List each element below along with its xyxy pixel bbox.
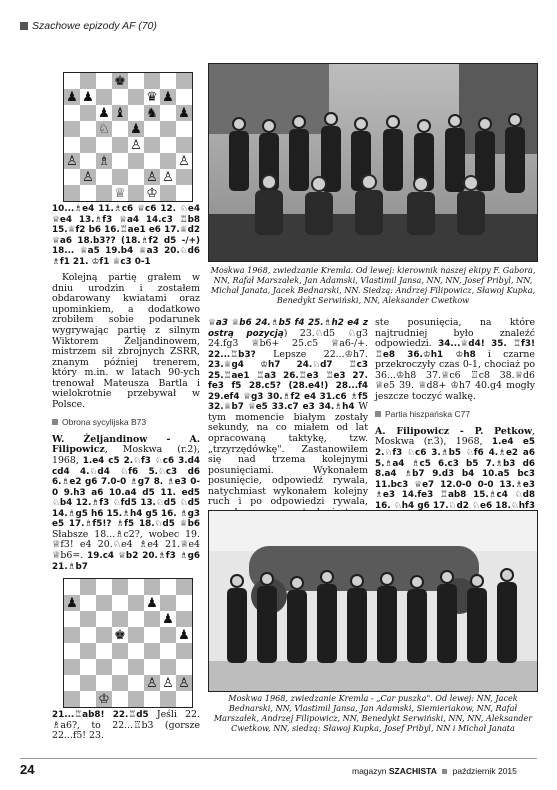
board-square (176, 169, 192, 185)
board-square (160, 105, 176, 121)
board-square (80, 659, 96, 675)
board-square (128, 185, 144, 201)
board-square (160, 691, 176, 707)
header-title: Szachowe epizody AF (70) (32, 20, 157, 32)
black-pawn-icon: ♟ (66, 89, 78, 105)
board-square (64, 627, 80, 643)
board-square (176, 73, 192, 89)
comment-c: W tym momencie białym zostały sekundy, na co miałem od lat opracowaną taktykę, tzw. „trzyrzędówkę". Zastanowiłem się nad trzema kolejnymi posunięciami. Wykonałem posunięcie, odpowiedź rywala, natychmiast wykonałem kolejny ruch i po odpowiedzi rywala, (208, 401, 368, 508)
game-1-comment: Słabsze 18...♗c2?, wobec 19. ♕f3! e4 20.♘e4 ♗e4 21.♕e4 ♕b6=. (52, 528, 200, 561)
game-2-moves: 1.e4 e5 2.♘f3 ♘c6 3.♗b5 ♘f6 4.♗e2 a6 5.♗a4 ♗c5 6.c3 b5 7.♗b3 d6 8.a4 ♗b7 9.d3 b4 10.a5 bc3 11.bc3 ♕e7 12.0-0 0-0 13.♗e3 ♗e3 14.fe3 ♖ab8 15.♗c4 ♘d8 16. ♘h4 g6 17.♘d2 ♘e6 18.♘hf3 (375, 437, 535, 511)
board-square (160, 73, 176, 89)
board-square (80, 675, 96, 691)
board-square (128, 89, 144, 105)
board-square (144, 153, 160, 169)
board-square (176, 675, 192, 691)
board-square (112, 137, 128, 153)
board-square (128, 169, 144, 185)
board-square (96, 627, 112, 643)
opening-label-1 (52, 417, 200, 428)
footer-rule (20, 758, 537, 759)
board-square (160, 153, 176, 169)
footer-separator-icon (442, 769, 447, 774)
board-square (160, 121, 176, 137)
white-pawn-icon: ♙ (66, 153, 78, 169)
label-square-icon (375, 411, 381, 417)
board-square (96, 153, 112, 169)
game-2-players: A. Filipowicz - P. Petkow (375, 425, 533, 437)
board-square (112, 89, 128, 105)
board-square (64, 169, 80, 185)
chess-diagram-2 (63, 578, 193, 708)
board-square (176, 89, 192, 105)
photo-2-caption: Moskwa 1968, zwiedzanie Kremla - „Car puszka". Od lewej: NN, Jacek Bednarski, NN, Vlastimil Jansa, Jan Adamski, Siemieriakow, NN, Rafał Marszałek, Andrzej Filipowicz, NN, Benedykt Serwiński, NN, NN, Aleksander Cwetkow, NN, siedzą: Sławoj Kupka, Josef Pribyl, NN i Michał Janata (213, 693, 533, 734)
board-square (64, 121, 80, 137)
black-pawn-icon: ♟ (178, 105, 190, 121)
moves-a2: 22...♖b3? (208, 349, 256, 360)
board-square (64, 137, 80, 153)
board-square (160, 89, 176, 105)
game-1-players: W. Żeljandinow - A. Filipowicz (52, 433, 200, 456)
column-1-bottom (52, 710, 200, 742)
board-square (96, 643, 112, 659)
comment-d: Jeśli 22. ♗a6?, to 22...♖b3 (gorsze 22...f5! 23. (52, 709, 200, 742)
board-square (128, 611, 144, 627)
white-pawn-icon: ♙ (178, 153, 190, 169)
board-square (112, 659, 128, 675)
photo-kremlin-group (208, 63, 538, 262)
board-square (96, 691, 112, 707)
photo-tsar-cannon-group (208, 510, 538, 692)
board-square (112, 675, 128, 691)
footer-mag-prefix: magazyn (352, 766, 389, 776)
board-square (64, 153, 80, 169)
label-square-icon (52, 419, 58, 425)
board-square (64, 691, 80, 707)
board-square (112, 121, 128, 137)
board-square (128, 579, 144, 595)
board-square (144, 169, 160, 185)
board-square (160, 659, 176, 675)
black-pawn-icon: ♟ (66, 595, 78, 611)
column-1 (52, 204, 200, 572)
board-square (144, 675, 160, 691)
board-square (144, 185, 160, 201)
white-pawn-icon: ♙ (146, 169, 158, 185)
black-bishop-icon: ♝ (114, 105, 126, 121)
board-square (144, 579, 160, 595)
board-square (80, 121, 96, 137)
board-square (112, 105, 128, 121)
board-square (144, 121, 160, 137)
white-bishop-icon: ♗ (98, 153, 110, 169)
board-square (80, 185, 96, 201)
board-square (144, 659, 160, 675)
board-square (80, 169, 96, 185)
board-square (160, 643, 176, 659)
comment-a2: Lepsze 22...♔h7. (255, 348, 368, 360)
board-square (128, 659, 144, 675)
white-pawn-icon: ♙ (82, 169, 94, 185)
board-square (64, 579, 80, 595)
board-square (128, 121, 144, 137)
moves-b: 23.♕g4 ♔h7 24.♘d7 ♖c3 25.♖ae1 ♖a3 26.♖e3 ♖e3 27. fe3 f5 28.c5? (28.e4!) 28...f4 29.ef4 ♕g3 30.♗f2 e4 31.c6 ♗f5 32.♕b7 ♕e5 33.c7 e3 34.♗h4 (208, 360, 368, 413)
board-square (144, 611, 160, 627)
board-square (160, 137, 176, 153)
board-square (64, 73, 80, 89)
board-square (112, 691, 128, 707)
white-pawn-icon: ♙ (130, 137, 142, 153)
board-square (176, 185, 192, 201)
board-square (128, 691, 144, 707)
game-1 (52, 435, 200, 572)
board-square (80, 579, 96, 595)
board-square (128, 675, 144, 691)
board-square (144, 89, 160, 105)
opening-label-2 (375, 409, 535, 420)
board-square (64, 595, 80, 611)
moves-text-d: 21...♖ab8! 22.♖d5 (52, 710, 149, 720)
board-square (64, 611, 80, 627)
board-square (64, 643, 80, 659)
board-square (144, 105, 160, 121)
board-square (176, 121, 192, 137)
board-square (64, 185, 80, 201)
running-header (20, 20, 157, 32)
board-square (128, 153, 144, 169)
board-square (128, 627, 144, 643)
board-square (80, 595, 96, 611)
black-pawn-icon: ♟ (130, 121, 142, 137)
black-pawn-icon: ♟ (162, 89, 174, 105)
board-square (144, 627, 160, 643)
board-square (96, 595, 112, 611)
board-square (80, 89, 96, 105)
board-square (64, 659, 80, 675)
photo-1-caption: Moskwa 1968, zwiedzanie Kremla. Od lewej: kierownik naszej ekipy F. Gabora, NN, Rafał Marszałek, Jan Adamski, Vlastimil Jansa, NN, NN, Josef Pribyl, NN, Michał Janata, Jacek Bednarski, NN. Siedzą: Andrzej Filipowicz, Sławoj Kupka, Benedykt Serwiński, NN, Aleksander Cwetkow (210, 265, 536, 306)
board-square (176, 137, 192, 153)
opening-label-text: Obrona sycylijska B73 (62, 417, 147, 428)
board-square (96, 105, 112, 121)
board-square (176, 611, 192, 627)
board-square (80, 691, 96, 707)
moves-text: 10...♗e4 11.♗c6 ♕c6 12. ♘e4 ♕e4 13.♗f3 ♕a4 14.c3 ♖b8 15.♕f2 b6 16.♖ae1 e6 17.♕d2 ♕a6 18.b3?? (18.♗f2 d5 -/+) 18... ♕a5 19.b4 ♕a3 20.♘d6 ♗f1 21. ♔f1 ♕c3 0-1 (52, 204, 200, 267)
white-king-icon: ♔ (98, 691, 110, 707)
game-2 (375, 427, 535, 522)
black-pawn-icon: ♟ (178, 627, 190, 643)
board-square (64, 105, 80, 121)
board-square (144, 691, 160, 707)
board-square (96, 185, 112, 201)
header-square-icon (20, 22, 28, 30)
board-square (144, 137, 160, 153)
board-square (112, 153, 128, 169)
game-1-moves-2: 19.c4 ♕b2 20.♗f3 ♗g6 21.♗b7 (52, 550, 200, 572)
black-pawn-icon: ♟ (146, 595, 158, 611)
variation-italic: ♕a3 ♕b6 24.♗b5 f4 25.♗h2 e4 z ostrą pozycją (208, 318, 368, 339)
board-square (112, 611, 128, 627)
board-square (112, 73, 128, 89)
board-square (80, 137, 96, 153)
col3-moves-a: 34...♕d4! 35. ♖f3! ♖e8 36.♔h1 ♔h8 (375, 339, 536, 360)
col3-text-b: i czarne przekroczyły czas 0-1, chociaż po 36...♔h8 37.♕c6 ♖c8 38.♕d6 ♕e5 39. ♕d8+ ♔h7 40.g4 mogły jeszcze toczyć walkę. (375, 348, 535, 402)
board-square (160, 675, 176, 691)
comment-a: ) 23.♘d5 ♘g3 24.fg3 ♕b6+ 25.c5 ♕a6-/+. (208, 327, 368, 350)
board-square (176, 643, 192, 659)
board-square (112, 185, 128, 201)
footer-mag-name: SZACHISTA (388, 766, 437, 776)
board-square (128, 643, 144, 659)
board-square (96, 579, 112, 595)
footer-magazine (352, 766, 517, 776)
board-square (128, 137, 144, 153)
board-square (160, 185, 176, 201)
board-square (176, 105, 192, 121)
board-square (96, 675, 112, 691)
white-pawn-icon: ♙ (178, 675, 190, 691)
paragraph-birthday: Kolejną partię grałem w dniu urodzin i zostałem obdarowany kwiatami oraz upominkiem, a dodatkowo zrobiłem sobie podarunek wygrywając partię z silnym Wiktorem Żeljandinowem, mistrzem sił zbrojnych ZSRR, znanym później trenerem, który m.in. w latach 90-ych trenował Mateusza Bartla i wielokrotnie przebywał w Polsce. (52, 272, 200, 410)
board-square (96, 137, 112, 153)
black-king-icon: ♚ (114, 73, 126, 89)
board-square (160, 169, 176, 185)
board-square (144, 595, 160, 611)
board-square (112, 595, 128, 611)
game-1-moves: 1.e4 c5 2.♘f3 ♘c6 3.d4 cd4 4.♘d4 ♘f6 5.♘c3 d6 6.♗e2 g6 7.0-0 ♗g7 8. ♗e3 0-0 9.h3 a6 10.a4 d5 11. ed5 ♘b4 12.♗f3 ♘fd5 13.♘d5 ♘d5 14.♗g5 h6 15.♗h4 g5 16. ♗g3 e5 17.♗f5!? ♗f5 18.♘d5 ♕b6 (52, 456, 200, 530)
footer-date: październik 2015 (452, 766, 517, 776)
board-square (112, 169, 128, 185)
board-square (80, 153, 96, 169)
white-knight-icon: ♘ (98, 121, 110, 137)
col3-text-a: ste posunięcia, na które najtrudniej było znaleźć odpowiedzi. (375, 317, 535, 350)
board-square (112, 579, 128, 595)
board-square (112, 643, 128, 659)
board-square (176, 595, 192, 611)
board-square (80, 105, 96, 121)
board-square (176, 659, 192, 675)
moves-block-a (52, 204, 200, 267)
page-number: 24 (20, 762, 35, 777)
board-square (80, 627, 96, 643)
black-pawn-icon: ♟ (82, 89, 94, 105)
column-3 (375, 318, 535, 522)
chess-diagram-1 (63, 72, 193, 202)
board-square (96, 611, 112, 627)
board-square (80, 73, 96, 89)
board-square (160, 611, 176, 627)
black-queen-icon: ♛ (146, 89, 158, 105)
black-knight-icon: ♞ (146, 105, 158, 121)
board-square (128, 105, 144, 121)
opening-label-2-text: Partia hiszpańska C77 (385, 409, 471, 420)
board-square (64, 89, 80, 105)
board-square (160, 595, 176, 611)
board-square (96, 659, 112, 675)
board-square (128, 595, 144, 611)
game-2-info: , Moskwa (r.3), 1968, (375, 425, 535, 448)
black-pawn-icon: ♟ (162, 611, 174, 627)
board-square (96, 73, 112, 89)
black-pawn-icon: ♟ (98, 105, 110, 121)
board-square (176, 691, 192, 707)
black-king-icon: ♚ (114, 627, 126, 643)
board-square (96, 121, 112, 137)
board-square (80, 611, 96, 627)
board-square (144, 73, 160, 89)
white-king-icon: ♔ (146, 185, 158, 201)
board-square (96, 169, 112, 185)
game-1-info: , Moskwa (r.2), 1968, (52, 444, 200, 467)
board-square (96, 89, 112, 105)
board-square (80, 643, 96, 659)
white-pawn-icon: ♙ (162, 675, 174, 691)
board-square (176, 153, 192, 169)
board-square (160, 627, 176, 643)
board-square (112, 627, 128, 643)
white-pawn-icon: ♙ (146, 675, 158, 691)
board-square (160, 579, 176, 595)
board-square (176, 579, 192, 595)
white-queen-icon: ♕ (114, 185, 126, 201)
white-pawn-icon: ♙ (162, 169, 174, 185)
board-square (128, 73, 144, 89)
board-square (64, 675, 80, 691)
board-square (176, 627, 192, 643)
board-square (144, 643, 160, 659)
